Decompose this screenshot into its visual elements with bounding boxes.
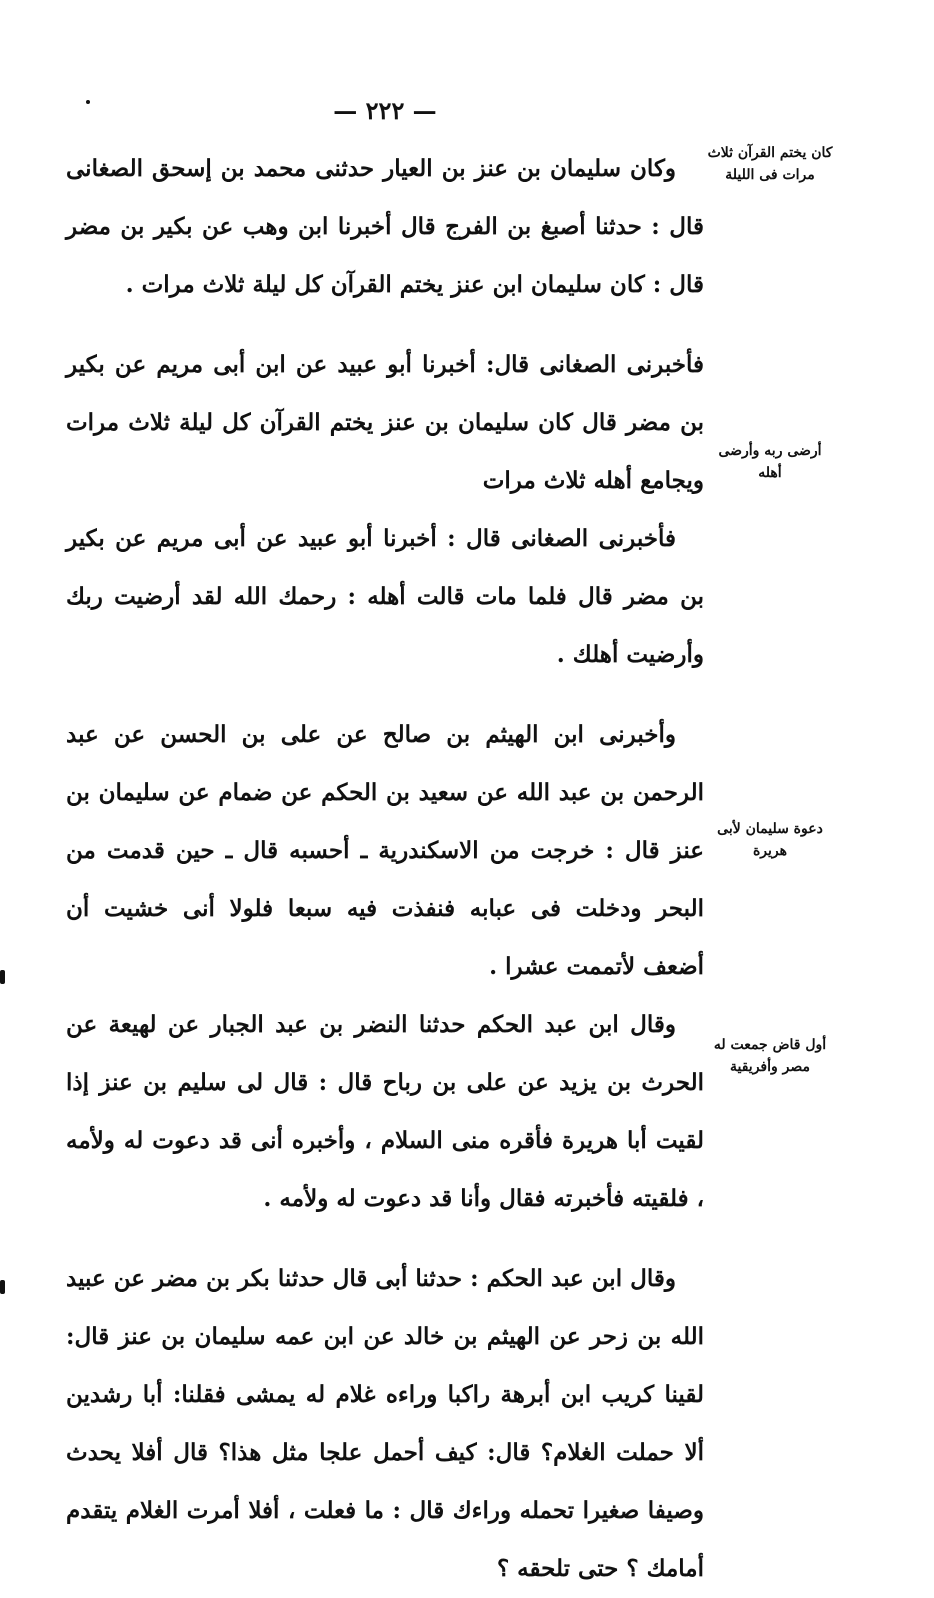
paragraph-2: فأخبرنى الصغانى قال: أخبرنا أبو عبيد عن ابن أبى مريم عن بكير بن مضر قال كان سليمان بن عنز يختم القرآن كل ليلة ثلاث مرات ويجامع أهله ثلاث مرات — [66, 351, 704, 494]
main-text — [66, 140, 704, 1598]
paragraph-3: فأخبرنى الصغانى قال : أخبرنا أبو عبيد عن أبى مريم عن بكير بن مضر قال فلما مات قالت أهله : رحمك الله لقد أرضيت ربك وأرضيت أهلك . — [66, 525, 704, 668]
margin-note-khatm: كان يختم القرآن ثلاث مرات فى الليلة — [707, 145, 833, 183]
scan-speck — [86, 100, 90, 104]
page-number: — ٢٢٢ — — [333, 96, 437, 125]
scan-speck — [0, 1280, 5, 1294]
margin-note-dawa: دعوة سليمان لأبى هريرة — [717, 821, 823, 859]
margin-note-awwal-qadi: أول قاض جمعت له مصر وأفريقية — [713, 1037, 827, 1075]
margin-note-ardaa: أرضى ربه وأرضى أهله — [718, 443, 822, 481]
scan-speck — [0, 970, 5, 984]
paragraph-1: وكان سليمان بن عنز بن العيار حدثنى محمد بن إسحق الصغانى قال : حدثنا أصبغ بن الفرج قال أخبرنا ابن وهب عن بكير بن مضر قال : كان سليمان ابن عنز يختم القرآن كل ليلة ثلاث مرات . — [66, 155, 704, 298]
paragraph-6: وقال ابن عبد الحكم : حدثنا أبى قال حدثنا بكر بن مضر عن عبيد الله بن زحر عن الهيثم بن خالد عن ابن عمه سليمان بن عنز قال: لقينا كريب ابن أبرهة راكبا وراءه غلام له يمشى فقلنا: أبا رشدين ألا حملت الغلام؟ قال: كيف أحمل علجا مثل هذا؟ قال أفلا يحدث وصيفا صغيرا تحمله وراءك قال : ما فعلت ، أفلا أمرت الغلام يتقدم أمامك ؟ حتى تلحقه ؟ — [66, 1265, 704, 1582]
paragraph-4: وأخبرنى ابن الهيثم بن صالح عن على بن الحسن عن عبد الرحمن بن عبد الله عن سعيد بن الحكم عن ضمام عن سليمان بن عنز قال : خرجت من الاسكندرية ـ أحسبه قال ـ حين قدمت من البحر ودخلت فى عبابه فنفذت فيه سبعا فلولا أنى خشيت أن أضعف لأتممت عشرا . — [66, 721, 704, 980]
paragraph-5: وقال ابن عبد الحكم حدثنا النضر بن عبد الجبار عن لهيعة عن الحرث بن يزيد عن على بن رباح قال : قال لى سليم بن عنز إذا لقيت أبا هريرة فأقره منى السلام ، وأخبره أنى قد دعوت له ولأمه ، فلقيته فأخبرته فقال وأنا قد دعوت له ولأمه . — [66, 1011, 704, 1212]
